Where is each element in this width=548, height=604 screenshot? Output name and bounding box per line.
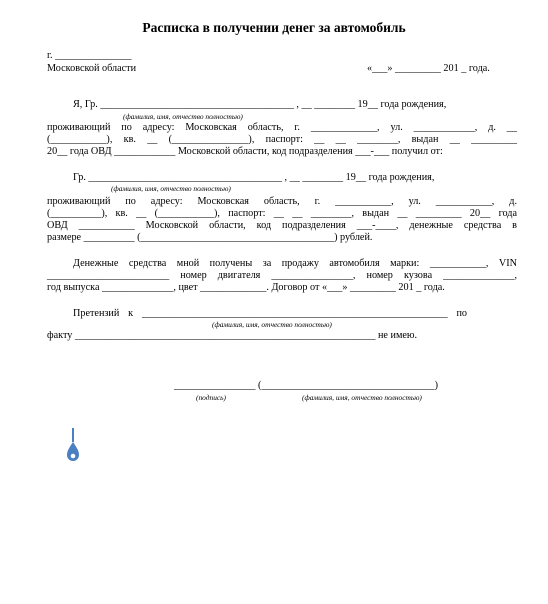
block2-line1: Гр. ______________________________________ , __ ________ 19__ года рождения, [73, 172, 435, 183]
signature-hint: (подпись) [196, 393, 226, 402]
block3-line3: год выпуска ______________, цвет _____________. Договор от «___» _________ 201 _ года. [47, 282, 445, 293]
document-title: Расписка в получении денег за автомобиль [142, 20, 406, 35]
block1-hint: (фамилия, имя, отчество полностью) [123, 112, 243, 121]
block1-line1: Я, Гр. ______________________________________ , __ ________ 19__ года рождения, [73, 99, 447, 110]
block4-hint: (фамилия, имя, отчество полностью) [212, 320, 332, 329]
block1-line2: проживающий по адресу: Московская область, г. _____________, ул. ____________, д. __ [47, 122, 517, 133]
block3-line2: ________________________ номер двигателя ________________, номер кузова ______________, [47, 270, 517, 281]
city-line: г. _______________ [47, 50, 132, 61]
block4-line1: Претензий к ____________________________________________________________ по [73, 308, 467, 319]
date-line: «___» _________ 201 _ года. [367, 63, 490, 74]
block2-line3: (__________), кв. __ (___________), паспорт: __ __ ________, выдан __ _________ 20__ года [47, 208, 517, 219]
drop-pin-icon [66, 428, 80, 464]
block2-line4: ОВД ___________ Московской области, код подразделения ___-____, денежные средства в [47, 220, 517, 231]
block2-line2: проживающий по адресу: Московская область, г. ___________, ул. ___________, д. [47, 196, 517, 207]
block2-line5: размере __________ (______________________________________) рублей. [47, 232, 373, 243]
block1-line4: 20__ года ОВД ____________ Московской области, код подразделения ___-___ получил от: [47, 146, 443, 157]
block2-hint: (фамилия, имя, отчество полностью) [111, 184, 231, 193]
block3-line1: Денежные средства мной получены за продажу автомобиля марки: ___________, VIN [73, 258, 517, 269]
region-line: Московской области [47, 63, 137, 74]
block1-line3: (___________), кв. __ (_______________), паспорт: __ __ ________, выдан __ _________ [47, 134, 517, 145]
name-hint: (фамилия, имя, отчество полностью) [302, 393, 422, 402]
block4-line2: факту ___________________________________________________________ не имею. [47, 330, 418, 341]
signature-line: ________________ (__________________________________) [174, 380, 439, 391]
